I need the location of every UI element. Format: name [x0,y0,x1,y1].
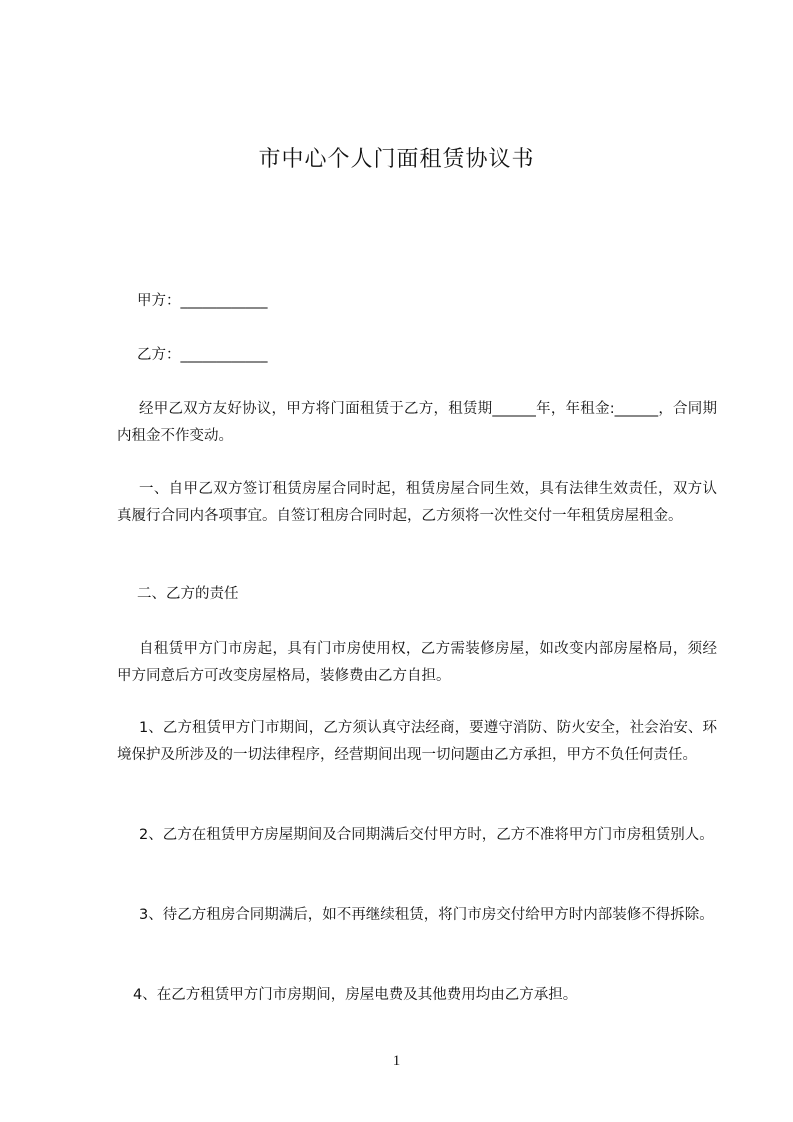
item-2-paragraph: 2、乙方在租赁甲方房屋期间及合同期满后交付甲方时，乙方不准将甲方门市房租赁别人。 [139,827,714,843]
item-1-paragraph: 1、乙方租赁甲方门市期间，乙方须认真守法经商，要遵守消防、防火安全，社会治安、环境保护及所涉及的一切法律程序，经营期间出现一切问题由乙方承担，甲方不负任何责任。 [117,720,717,763]
item-4-paragraph: 4、在乙方租赁甲方门市房期间，房屋电费及其他费用均由乙方承担。 [133,987,578,1003]
page-number: 1 [392,1053,401,1069]
clause-1-paragraph: 一、自甲乙双方签订租赁房屋合同时起，租赁房屋合同生效，具有法律生效责任，双方认真履行合同内各项事宜。自签订租房合同时起，乙方须将一次性交付一年租赁房屋租金。 [117,481,717,524]
item-3-paragraph: 3、待乙方租房合同期满后，如不再继续租赁，将门市房交付给甲方时内部装修不得拆除。 [139,907,714,923]
section-2-paragraph: 自租赁甲方门市房起，具有门市房使用权，乙方需装修房屋，如改变内部房屋格局，须经甲方同意后方可改变房屋格局，装修费由乙方自担。 [117,641,717,684]
document-title: 市中心个人门面租赁协议书 [258,147,535,172]
intro-paragraph: 经甲乙双方友好协议，甲方将门面租赁于乙方，租赁期______年，年租金:______，合同期内租金不作变动。 [117,401,717,444]
section-2-heading: 二、乙方的责任 [137,586,239,602]
party-b-line: 乙方：____________ [137,347,268,363]
party-a-line: 甲方：____________ [137,293,268,309]
